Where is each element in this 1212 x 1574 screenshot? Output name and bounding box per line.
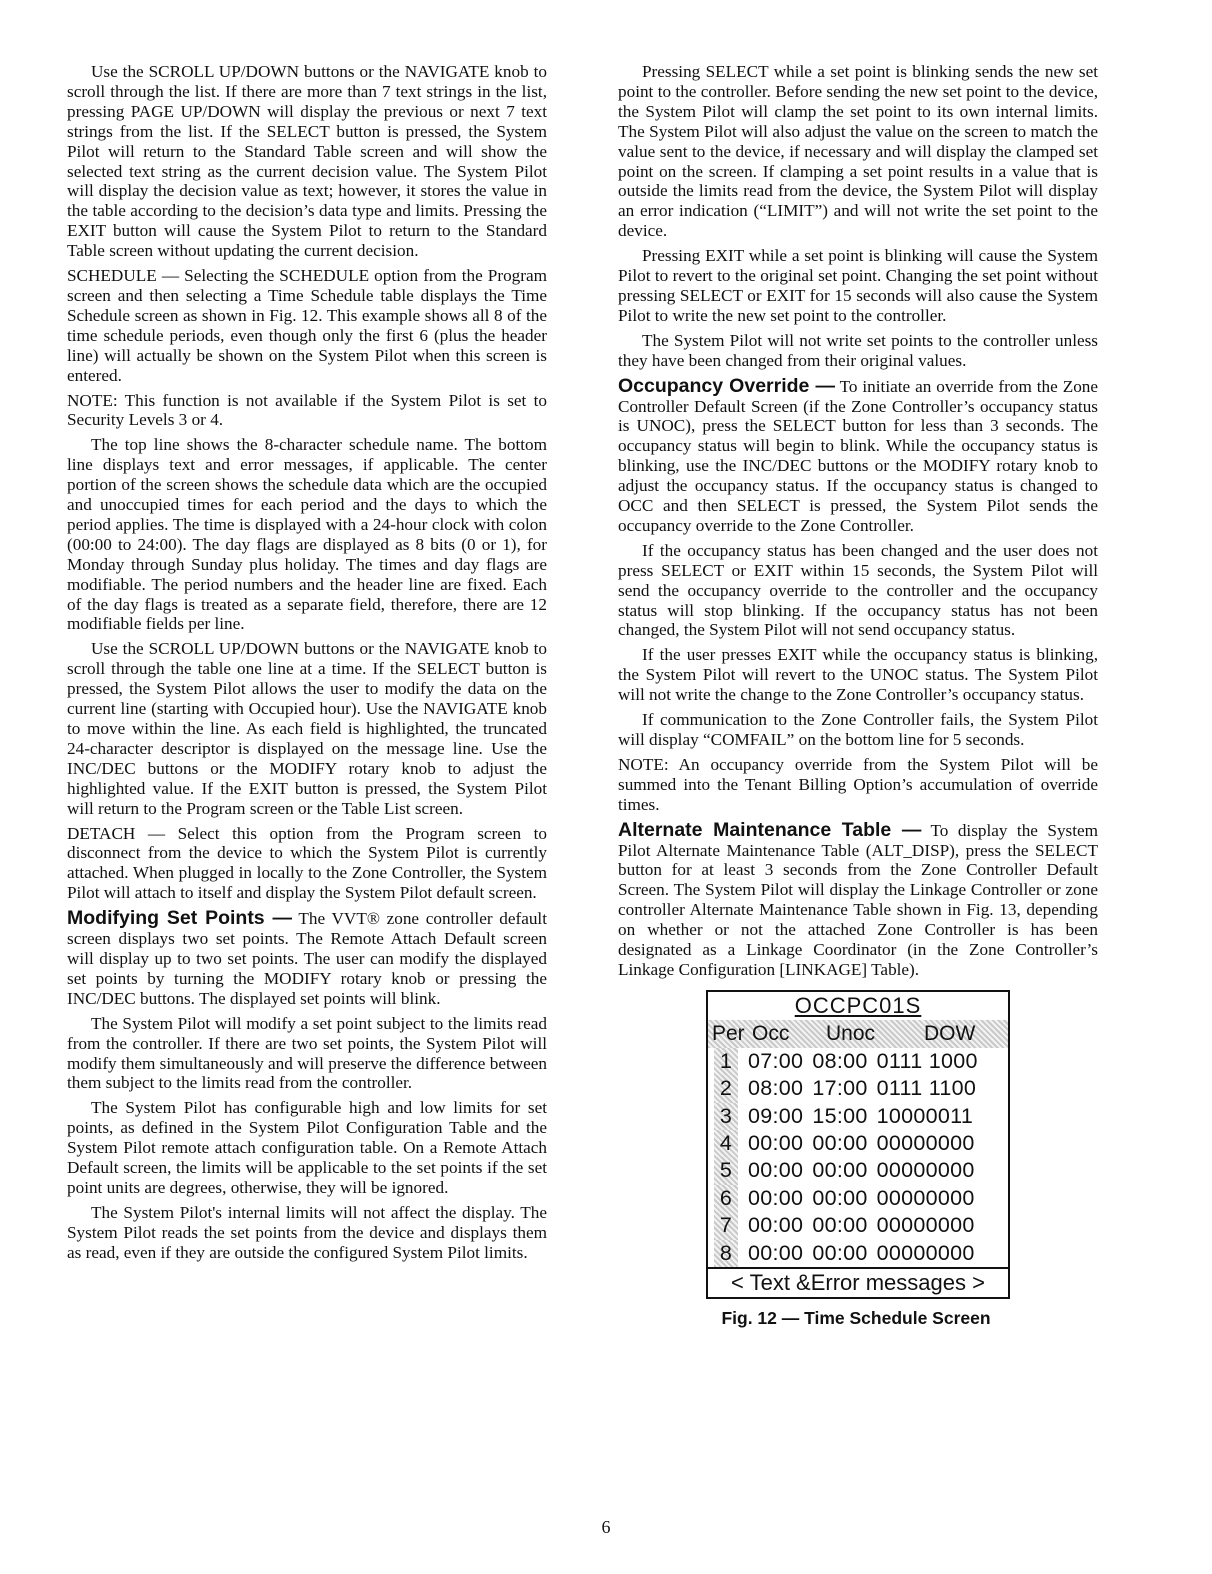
paragraph: The System Pilot has configurable high and low limits for set points, as defined in the System Pilot Configuration Table and the System Pilot remote attach configuration table. On a Remote Attach Default screen, the limits will be applicable to the set points if the set point units are degrees, otherwise, they will be ignored.	[67, 1098, 547, 1197]
modifying-set-points-section	[67, 909, 547, 1009]
section-text: The VVT® zone controller default screen displays two set points. The Remote Attach Default screen will display up to two set points. The user can modify the displayed set points by turning the MODIFY rotary knob or pressing the INC/DEC buttons. The displayed set points will blink.	[67, 909, 547, 1008]
paragraph: Pressing EXIT while a set point is blinking will cause the System Pilot to revert to the original set point. Changing the set point without pressing SELECT or EXIT for 15 seconds will also cause the System Pilot to write the new set point to the controller.	[618, 246, 1098, 325]
section-text: To initiate an override from the Zone Controller Default Screen (if the Zone Controller’s occupancy status is UNOC), press the SELECT button for less than 3 seconds. The occupancy status will begin to blink. While the occupancy status is blinking, use the INC/DEC buttons or the MODIFY rotary knob to adjust the occupancy status. If the occupancy status is changed to OCC and then SELECT is pressed, the System Pilot sends the occupancy override to the Zone Controller.	[618, 376, 1099, 535]
schedule-row	[708, 1130, 1008, 1157]
occupied-time: 00:00	[748, 1131, 804, 1156]
paragraph: The top line shows the 8-character schedule name. The bottom line displays text and error messages, if applicable. The center portion of the screen shows the schedule data which are the occupied and unoccupied times for each period and the days to which the period applies. The time is displayed with a 24-hour clock with colon (00:00 to 24:00). The day flags are displayed as 8 bits (0 or 1), for Monday through Sunday plus holiday. The times and day flags are modifiable. The period numbers and the header line are fixed. Each of the day flags is treated as a separate field, therefore, there are 12 modifiable fields per line.	[67, 435, 547, 634]
unoccupied-time: 00:00	[812, 1131, 868, 1156]
occupancy-override-section	[618, 374, 1099, 536]
paragraph: The System Pilot will modify a set point subject to the limits read from the controller. If there are two set points, the System Pilot will modify them simultaneously and will preserve the difference between them subject to the limits read from the controller.	[67, 1013, 547, 1093]
schedule-rows	[708, 1048, 1008, 1267]
period-number: 6	[714, 1185, 738, 1212]
paragraph: The System Pilot will not write set points to the controller unless they have been changed from their original values.	[618, 330, 1098, 370]
header-occ: Occ	[752, 1021, 790, 1045]
section-heading: Occupancy Override —	[618, 374, 835, 397]
schedule-row	[708, 1240, 1008, 1267]
schedule-paragraph: SCHEDULE — Selecting the SCHEDULE option from the Program screen and then selecting a Time Schedule table displays the Time Schedule screen as shown in Fig. 12. This example shows all 8 of the time schedule periods, even though only the first 6 (plus the header line) will actually be shown on the System Pilot when this screen is entered.	[67, 266, 547, 385]
schedule-name: OCCPC01S	[794, 992, 922, 1018]
unoccupied-time: 15:00	[812, 1103, 868, 1128]
paragraph: Use the SCROLL UP/DOWN buttons or the NAVIGATE knob to scroll through the table one line at a time. If the SELECT button is pressed, the System Pilot allows the user to modify the data on the current line (starting with Occupied hour). Use the NAVIGATE knob to move within the line. As each field is highlighted, the truncated 24-character descriptor is displayed on the message line. Use the INC/DEC buttons or the MODIFY rotary knob to adjust the highlighted value. If the EXIT button is pressed, the System Pilot will return to the Program screen or the Table List screen.	[67, 639, 547, 818]
note-paragraph: NOTE: An occupancy override from the System Pilot will be summed into the Tenant Billing Option’s accumulation of override times.	[618, 754, 1098, 814]
page-number: 6	[601, 1517, 611, 1537]
time-schedule-figure	[706, 990, 1006, 1329]
period-number: 3	[714, 1103, 738, 1130]
alternate-maintenance-section	[618, 818, 1098, 980]
occupied-time: 00:00	[748, 1158, 804, 1183]
period-number: 7	[714, 1212, 738, 1239]
unoccupied-time: 00:00	[812, 1240, 868, 1265]
occupied-time: 00:00	[748, 1240, 804, 1265]
day-flags: 00000000	[876, 1213, 975, 1238]
section-heading: Alternate Maintenance Table —	[618, 818, 922, 841]
occupied-time: 09:00	[748, 1103, 804, 1128]
paragraph: If communication to the Zone Controller fails, the System Pilot will display “COMFAIL” on the bottom line for 5 seconds.	[618, 710, 1098, 749]
header-unoc: Unoc	[826, 1021, 876, 1045]
time-schedule-screen	[706, 990, 1010, 1299]
note-paragraph: NOTE: This function is not available if the System Pilot is set to Security Levels 3 or 4.	[67, 390, 547, 430]
schedule-header-row	[708, 1020, 1008, 1048]
day-flags: 0111 1100	[876, 1076, 977, 1101]
day-flags: 00000000	[876, 1158, 975, 1183]
left-column	[67, 62, 547, 1268]
right-column	[618, 62, 1098, 1329]
schedule-row	[708, 1157, 1008, 1184]
section-text: To display the System Pilot Alternate Maintenance Table (ALT_DISP), press the SELECT button for at least 3 seconds from the Zone Controller Default Screen. The System Pilot will display the Linkage Controller or zone controller Alternate Maintenance Table shown in Fig. 13, depending on whether or not the attached Zone Controller is has been designated as a Linkage Coordinator (in the Zone Controller’s Linkage Configuration [LINKAGE] Table).	[618, 820, 1098, 979]
header-per: Per	[712, 1021, 745, 1045]
period-number: 2	[714, 1075, 738, 1102]
day-flags: 10000011	[876, 1103, 974, 1128]
occupied-time: 07:00	[748, 1048, 804, 1073]
schedule-row	[708, 1075, 1008, 1102]
occupied-time: 00:00	[748, 1185, 804, 1210]
unoccupied-time: 00:00	[812, 1158, 868, 1183]
paragraph: If the user presses EXIT while the occupancy status is blinking, the System Pilot will revert to the UNOC status. The System Pilot will not write the change to the Zone Controller’s occupancy status.	[618, 645, 1098, 705]
occupied-time: 08:00	[748, 1076, 804, 1101]
paragraph: Use the SCROLL UP/DOWN buttons or the NAVIGATE knob to scroll through the list. If there are more than 7 text strings in the list, pressing PAGE UP/DOWN will display the previous or next 7 text strings from the list. If the SELECT button is pressed, the System Pilot will return to the Standard Table screen and will show the selected text string as the current decision value. The System Pilot will display the decision value as text; however, it stores the value in the table according to the decision’s data type and limits. Pressing the EXIT button will cause the System Pilot to return to the Standard Table screen without updating the current decision.	[67, 62, 547, 261]
figure-caption: Fig. 12 — Time Schedule Screen	[721, 1308, 991, 1328]
day-flags: 00000000	[876, 1185, 975, 1210]
period-number: 5	[714, 1157, 738, 1184]
schedule-row	[708, 1048, 1008, 1075]
paragraph: If the occupancy status has been changed and the user does not press SELECT or EXIT within 15 seconds, the System Pilot will send the occupancy override to the controller and the occupancy status will stop blinking. If the occupancy status has not been changed, the System Pilot will not send occupancy status.	[618, 540, 1098, 640]
paragraph: Pressing SELECT while a set point is blinking sends the new set point to the controller. Before sending the new set point to the device, the System Pilot will clamp the set point to its own internal limits. The System Pilot will also adjust the value on the screen to match the value sent to the device, if necessary and will display the clamped set point on the screen. If clamping a set point results in a value that is outside the limits read from the device, the System Pilot will display an error indication (“LIMIT”) and will not write the set point to the device.	[618, 62, 1098, 241]
day-flags: 0111 1000	[876, 1048, 978, 1073]
schedule-row	[708, 1185, 1008, 1212]
section-heading: Modifying Set Points —	[67, 907, 292, 930]
day-flags: 00000000	[876, 1131, 975, 1156]
unoccupied-time: 17:00	[812, 1076, 868, 1101]
paragraph: The System Pilot's internal limits will not affect the display. The System Pilot reads the set points from the device and displays them as read, even if they are outside the configured System Pilot limits.	[67, 1202, 547, 1262]
day-flags: 00000000	[876, 1240, 975, 1265]
detach-paragraph: DETACH — Select this option from the Program screen to disconnect from the device to which the System Pilot is currently attached. When plugged in locally to the Zone Controller, the System Pilot will attach to itself and display the System Pilot default screen.	[67, 823, 547, 903]
schedule-row	[708, 1103, 1008, 1130]
occupied-time: 00:00	[748, 1213, 804, 1238]
period-number: 4	[714, 1130, 738, 1157]
unoccupied-time: 00:00	[812, 1185, 868, 1210]
period-number: 8	[714, 1240, 738, 1267]
unoccupied-time: 00:00	[812, 1213, 868, 1238]
header-dow: DOW	[924, 1021, 976, 1045]
unoccupied-time: 08:00	[812, 1048, 868, 1073]
message-line: < Text &Error messages >	[708, 1267, 1008, 1297]
schedule-row	[708, 1212, 1008, 1239]
period-number: 1	[714, 1048, 738, 1075]
